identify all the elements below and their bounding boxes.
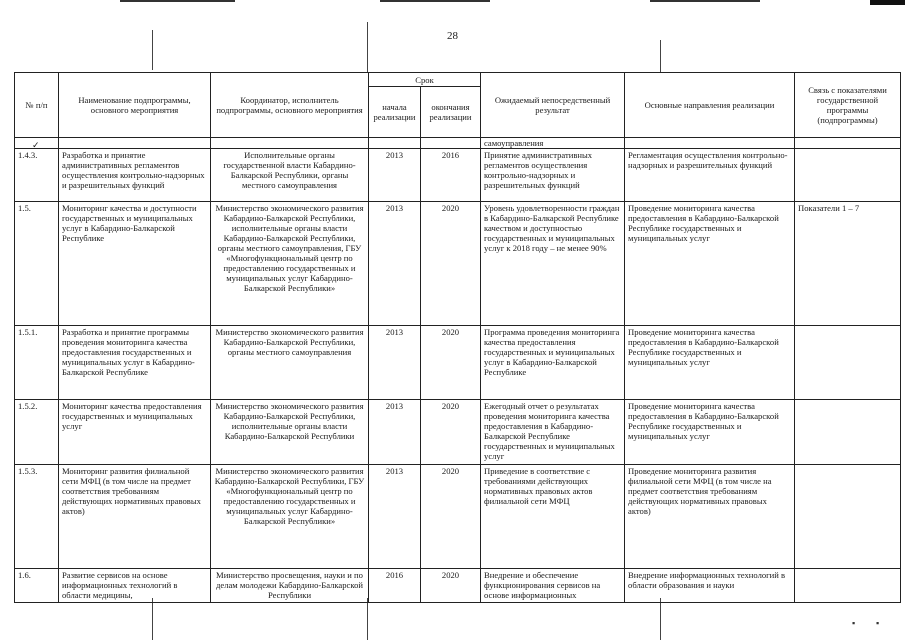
- row-coordinator: Исполнительные органы государственной власти Кабардино-Балкарской Республики, органы местного самоуправления: [211, 149, 369, 202]
- row-start: 2013: [369, 149, 421, 202]
- continuation-text: самоуправления: [481, 138, 625, 149]
- row-coordinator: Министерство экономического развития Кабардино-Балкарской Республики, ГБУ «Многофункциональный центр по предоставлению государственных и муниципальных услуг Кабардино-Балкарской Республики»: [211, 465, 369, 569]
- scan-artifact-line: [367, 598, 368, 640]
- scan-speck-icon: ▪: [852, 618, 856, 628]
- row-coordinator: Министерство экономического развития Кабардино-Балкарской Республики, исполнительные органы власти Кабардино-Балкарской Республики: [211, 400, 369, 465]
- row-end: 2016: [421, 149, 481, 202]
- row-end: 2020: [421, 202, 481, 326]
- row-start: 2013: [369, 465, 421, 569]
- header-result: Ожидаемый непосредственный результат: [481, 73, 625, 138]
- checkmark-icon: ✓: [32, 140, 40, 150]
- row-name: Разработка и принятие административных регламентов осуществления контрольно-надзорных и разрешительных функций: [59, 149, 211, 202]
- row-num: 1.5.1.: [15, 326, 59, 400]
- row-coordinator: Министерство просвещения, науки и по делам молодежи Кабардино-Балкарской Республики: [211, 569, 369, 603]
- row-name: Мониторинг развития филиальной сети МФЦ (в том числе на предмет соответствия требованиям действующих нормативных правовых актов): [59, 465, 211, 569]
- row-result: Программа проведения мониторинга качества предоставления государственных и муниципальных услуг в Кабардино-Балкарской Республике: [481, 326, 625, 400]
- page-number: 28: [447, 30, 458, 42]
- header-indicators: Связь с показателями государственной программы (подпрограммы): [795, 73, 901, 138]
- row-directions: Регламентация осуществления контрольно-надзорных и разрешительных функций: [625, 149, 795, 202]
- continuation-row: [15, 138, 901, 149]
- program-table: [14, 72, 901, 603]
- row-indicators: [795, 149, 901, 202]
- row-name: Развитие сервисов на основе информационных технологий в области медицины,: [59, 569, 211, 603]
- row-num: 1.5.2.: [15, 400, 59, 465]
- row-directions: Внедрение информационных технологий в области образования и науки: [625, 569, 795, 603]
- scan-top-line-1: [120, 0, 235, 2]
- row-indicators: [795, 569, 901, 603]
- header-term: Срок: [369, 73, 481, 87]
- row-start: 2013: [369, 400, 421, 465]
- row-start: 2013: [369, 326, 421, 400]
- table-row: [15, 202, 901, 326]
- row-start: 2013: [369, 202, 421, 326]
- row-result: Уровень удовлетворенности граждан в Кабардино-Балкарской Республике качеством и доступностью государственных и муниципальных услуг к 2018 году – не менее 90%: [481, 202, 625, 326]
- row-end: 2020: [421, 326, 481, 400]
- scan-top-line-3: [650, 0, 760, 2]
- row-end: 2020: [421, 465, 481, 569]
- row-indicators: Показатели 1 – 7: [795, 202, 901, 326]
- row-indicators: [795, 465, 901, 569]
- scan-artifact-line: [660, 598, 661, 640]
- row-directions: Проведение мониторинга качества предоставления в Кабардино-Балкарской Республике государственных и муниципальных услуг: [625, 202, 795, 326]
- header-name: Наименование подпрограммы, основного мероприятия: [59, 73, 211, 138]
- row-end: 2020: [421, 400, 481, 465]
- header-num: № п/п: [15, 73, 59, 138]
- table-row: [15, 400, 901, 465]
- row-end: 2020: [421, 569, 481, 603]
- row-name: Мониторинг качества и доступности государственных и муниципальных услуг в Кабардино-Балкарской Республике: [59, 202, 211, 326]
- row-directions: Проведение мониторинга качества предоставления в Кабардино-Балкарской Республике государственных и муниципальных услуг: [625, 400, 795, 465]
- table-row: [15, 569, 901, 603]
- scan-artifact-line: [152, 598, 153, 640]
- scan-speck-icon: ▪: [876, 618, 880, 628]
- row-result: Приведение в соответствие с требованиями действующих нормативных правовых актов филиальной сети МФЦ: [481, 465, 625, 569]
- row-result: Ежегодный отчет о результатах проведения мониторинга качества предоставления в Кабардино-Балкарской Республике государственных и муниципальных услуг: [481, 400, 625, 465]
- table-row: [15, 465, 901, 569]
- row-directions: Проведение мониторинга развития филиальной сети МФЦ (в том числе на предмет соответствия требованиям действующих нормативных правовых актов): [625, 465, 795, 569]
- row-result: Внедрение и обеспечение функционирования сервисов на основе информационных: [481, 569, 625, 603]
- header-directions: Основные направления реализации: [625, 73, 795, 138]
- table-row: [15, 149, 901, 202]
- row-directions: Проведение мониторинга качества предоставления в Кабардино-Балкарской Республике государственных и муниципальных услуг: [625, 326, 795, 400]
- header-coordinator: Координатор, исполнитель подпрограммы, основного мероприятия: [211, 73, 369, 138]
- header-start: начала реализации: [369, 87, 421, 138]
- scan-artifact-line: [660, 40, 661, 72]
- row-num: 1.4.3.: [15, 149, 59, 202]
- row-name: Мониторинг качества предоставления государственных и муниципальных услуг: [59, 400, 211, 465]
- table-row: [15, 326, 901, 400]
- row-name: Разработка и принятие программы проведения мониторинга качества предоставления государственных и муниципальных услуг в Кабардино-Балкарской Республике: [59, 326, 211, 400]
- row-coordinator: Министерство экономического развития Кабардино-Балкарской Республики, исполнительные органы власти Кабардино-Балкарской Республики, органы местного самоуправления, ГБУ «Многофункциональный центр по предоставлению государственных и муниципальных услуг Кабардино-Балкарской Республики»: [211, 202, 369, 326]
- row-num: 1.5.3.: [15, 465, 59, 569]
- scan-top-line-4: [870, 0, 905, 5]
- scan-top-line-2: [380, 0, 490, 2]
- header-end: окончания реализации: [421, 87, 481, 138]
- row-num: 1.6.: [15, 569, 59, 603]
- row-num: 1.5.: [15, 202, 59, 326]
- row-indicators: [795, 400, 901, 465]
- header-row: [15, 73, 901, 87]
- row-start: 2016: [369, 569, 421, 603]
- row-indicators: [795, 326, 901, 400]
- row-coordinator: Министерство экономического развития Кабардино-Балкарской Республики, органы местного самоуправления: [211, 326, 369, 400]
- row-result: Принятие административных регламентов осуществления контрольно-надзорных и разрешительных функций: [481, 149, 625, 202]
